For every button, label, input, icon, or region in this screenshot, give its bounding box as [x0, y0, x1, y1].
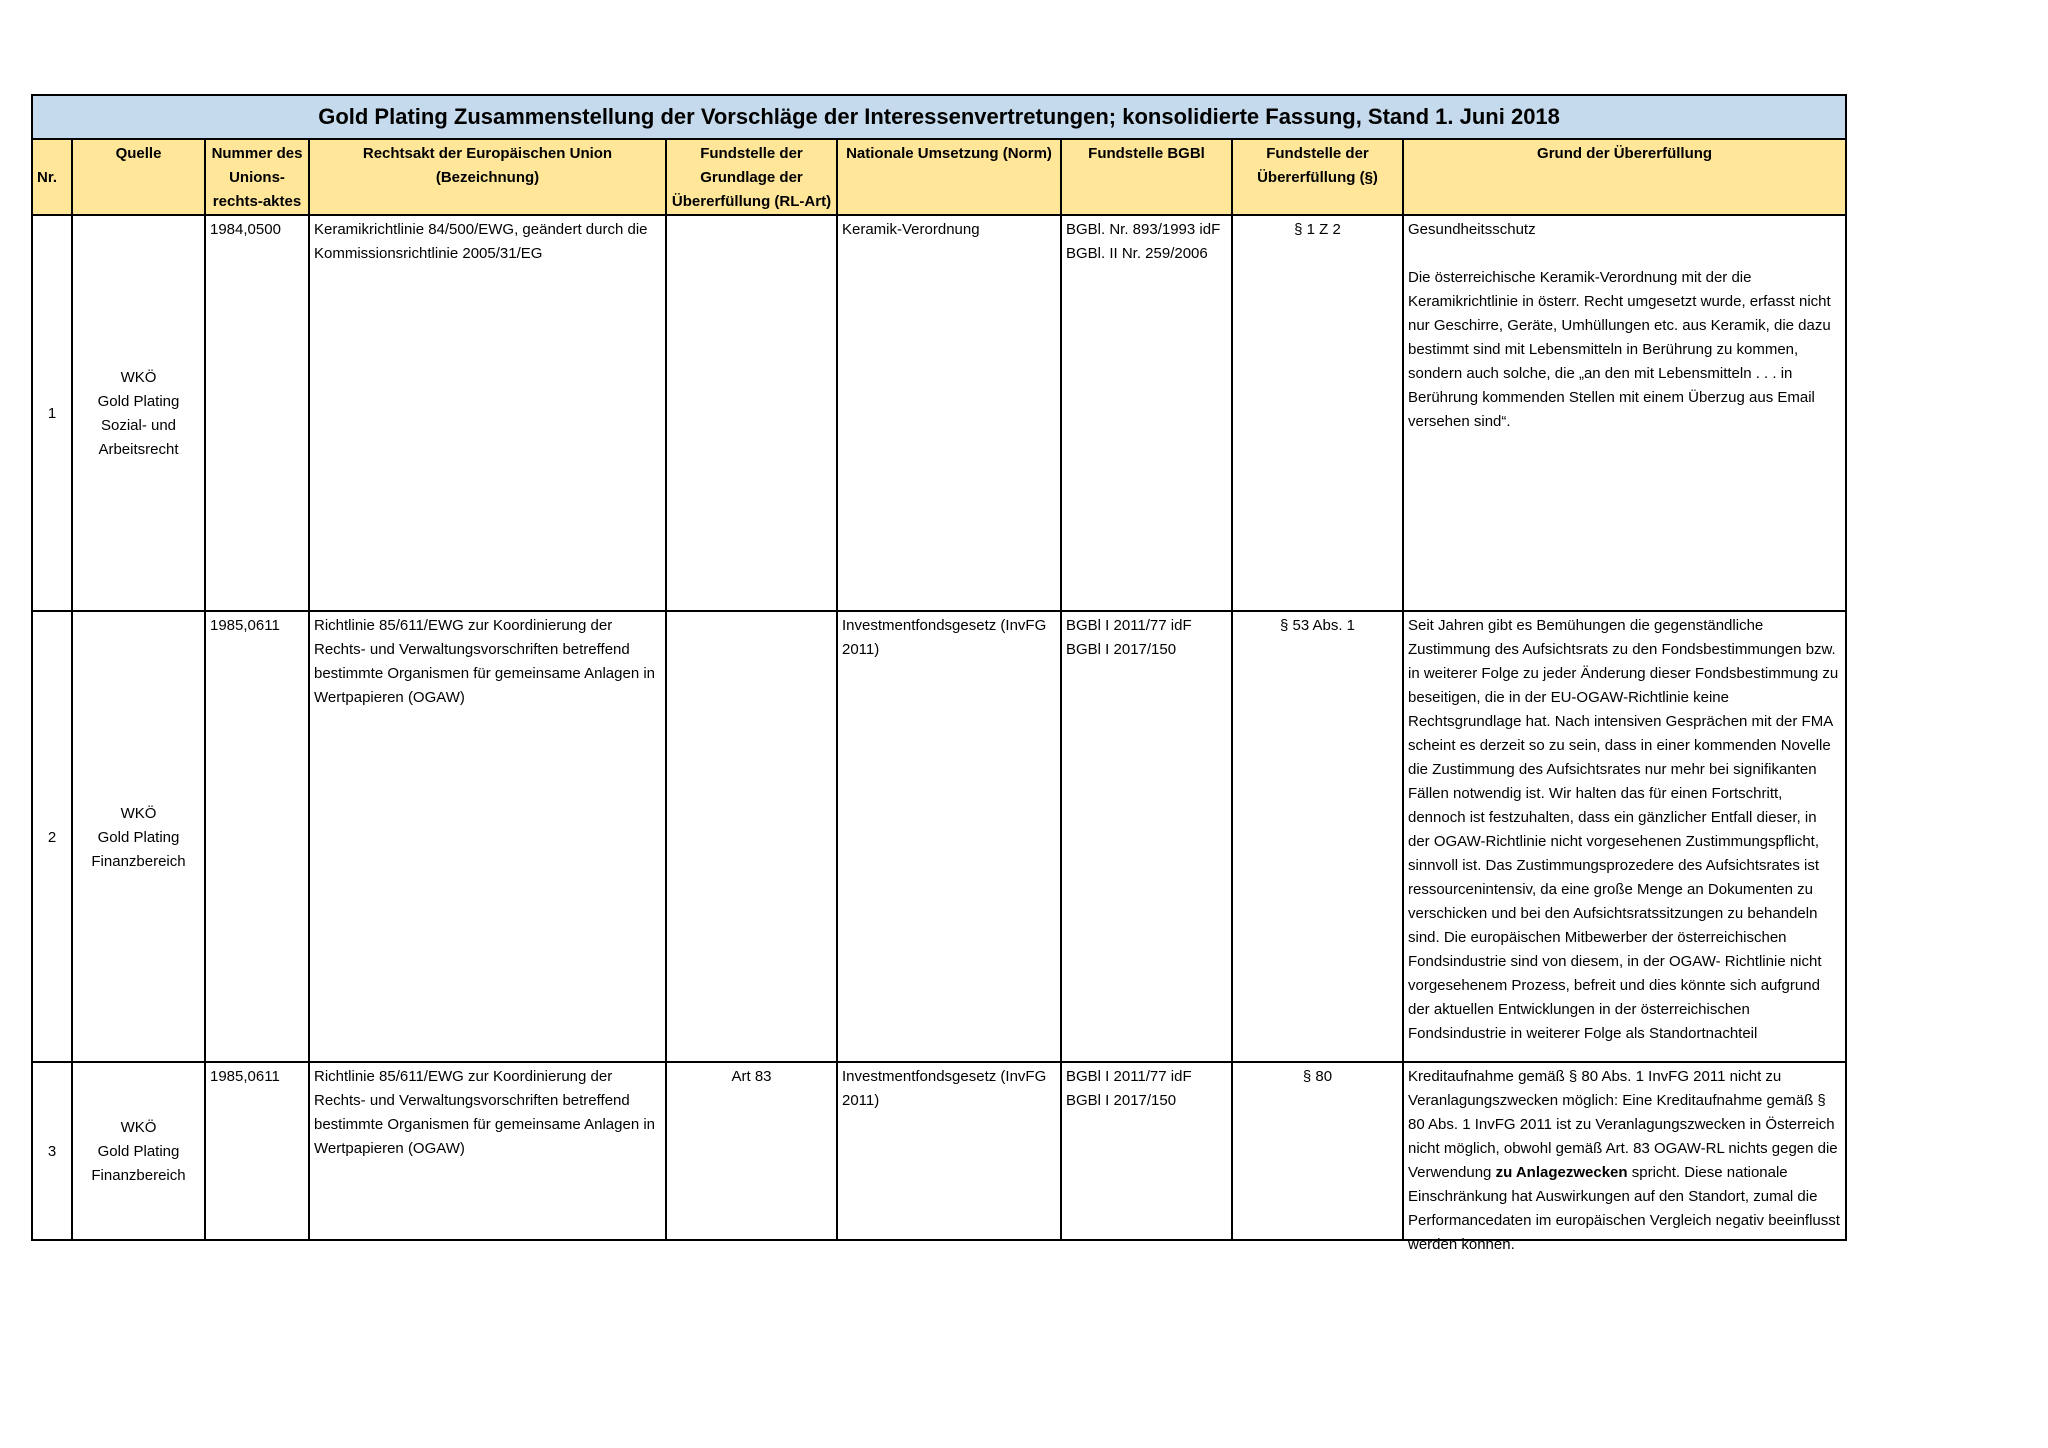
header-nationale-umsetzung: Nationale Umsetzung (Norm): [837, 139, 1061, 215]
cell-grund: [1403, 215, 1846, 611]
cell-quelle: [72, 611, 205, 1062]
cell-quelle: [72, 215, 205, 611]
grund-emphasis: zu Anlagezwecken: [1495, 1164, 1628, 1181]
grund-text: [1408, 1065, 1841, 1253]
cell-fundstelle-grundlage: [666, 215, 837, 611]
cell-nr: 2: [32, 611, 72, 1062]
cell-nr: 1: [32, 215, 72, 611]
quelle-org: WKÖ: [120, 369, 157, 386]
header-quelle: Quelle: [72, 139, 205, 215]
header-fundstelle-bgbl: Fundstelle BGBl: [1061, 139, 1232, 215]
cell-rechtsakt: Keramikrichtlinie 84/500/EWG, geändert durch die Kommissionsrichtlinie 2005/31/EG: [309, 215, 666, 611]
cell-fundstelle-grundlage: Art 83: [666, 1062, 837, 1240]
header-fundstelle-uebererfuellung: Fundstelle der Übererfüllung (§): [1232, 139, 1403, 215]
cell-nr: 3: [32, 1062, 72, 1240]
cell-nationale-umsetzung: Investmentfondsgesetz (InvFG 2011): [837, 1062, 1061, 1240]
quelle-detail: Gold Plating Sozial- und Arbeitsrecht: [97, 393, 180, 458]
cell-rechtsakt: Richtlinie 85/611/EWG zur Koordinierung der Rechts- und Verwaltungsvorschriften betreffend bestimmte Organismen für gemeinsame Anlagen in Wertpapieren (OGAW): [309, 611, 666, 1062]
table-title: Gold Plating Zusammenstellung der Vorschläge der Interessenvertretungen; konsolidierte Fassung, Stand 1. Juni 2018: [32, 95, 1846, 139]
header-grund: Grund der Übererfüllung: [1403, 139, 1846, 215]
cell-fundstelle-uebererfuellung: § 53 Abs. 1: [1232, 611, 1403, 1062]
cell-fundstelle-uebererfuellung: § 1 Z 2: [1232, 215, 1403, 611]
cell-fundstelle-grundlage: [666, 611, 837, 1062]
header-row: [32, 139, 1846, 215]
header-nr: Nr.: [32, 139, 72, 215]
quelle-org: WKÖ: [120, 804, 157, 822]
grund-text: Seit Jahren gibt es Bemühungen die gegenständliche Zustimmung des Aufsichtsrats zu den Fondsbestimmungen bzw. in weiterer Folge zu jeder Änderung dieser Fondsbestimmung zu beseitigen, die in der EU-OGAW-Richtlinie keine Rechtsgrundlage hat. Nach intensiven Gesprächen mit der FMA scheint es derzeit so zu sein, dass in einer kommenden Novelle die Zustimmung des Aufsichtsrates nur mehr bei signifikanten Fällen notwendig ist. Wir halten das für einen Fortschritt, dennoch ist festzuhalten, dass ein gänzlicher Entfall dieser, in der OGAW-Richtlinie nicht vorgesehenen Zustimmungspflicht, sinnvoll ist. Das Zustimmungsprozedere des Aufsichtsrates ist ressourcenintensiv, da eine große Menge an Dokumenten zu verschicken und bei den Aufsichtsratssitzungen zu behandeln sind. Die europäischen Mitbewerber der österreichischen Fondsindustrie sind von diesem, in der OGAW- Richtlinie nicht vorgesehenem Prozess, befreit und dies könnte sich aufgrund der aktuellen Entwicklungen in der österreichischen Fondsindustrie in weiterer Folge als Standortnachteil: [1408, 617, 1839, 1042]
grund-text-part: spricht. Diese nationale Einschränkung hat Auswirkungen auf den Standort, zumal die Performancedaten im europäischen Vergleich negativ beeinflusst werden können.: [1408, 1164, 1840, 1253]
cell-nummer: 1985,0611: [205, 611, 309, 1062]
cell-fundstelle-uebererfuellung: § 80: [1232, 1062, 1403, 1240]
grund-text-part: Kreditaufnahme gemäß § 80 Abs. 1 InvFG 2011 nicht zu Veranlagungszwecken möglich: Eine Kreditaufnahme gemäß § 80 Abs. 1 InvFG 2011 ist zu Veranlagungszwecken in Österreich nicht möglich, obwohl gemäß Art. 83 OGAW-RL nichts gegen die Verwendung: [1408, 1068, 1838, 1181]
cell-nationale-umsetzung: Investmentfondsgesetz (InvFG 2011): [837, 611, 1061, 1062]
cell-nummer: 1985,0611: [205, 1062, 309, 1240]
header-nummer: Nummer des Unions-rechts-aktes: [205, 139, 309, 215]
cell-rechtsakt: Richtlinie 85/611/EWG zur Koordinierung der Rechts- und Verwaltungsvorschriften betreffend bestimmte Organismen für gemeinsame Anlagen in Wertpapieren (OGAW): [309, 1062, 666, 1240]
table-row: [32, 611, 1846, 1062]
table-row: [32, 215, 1846, 611]
cell-nationale-umsetzung: Keramik-Verordnung: [837, 215, 1061, 611]
header-rechtsakt: Rechtsakt der Europäischen Union (Bezeichnung): [309, 139, 666, 215]
quelle-org: WKÖ: [120, 1119, 157, 1136]
cell-grund: [1403, 1062, 1846, 1253]
table-row: [32, 1062, 1846, 1240]
grund-text: Die österreichische Keramik-Verordnung mit der die Keramikrichtlinie in österr. Recht umgesetzt wurde, erfasst nicht nur Geschirre, Geräte, Umhüllungen etc. aus Keramik, die dazu bestimmt sind mit Lebensmitteln in Berührung zu kommen, sondern auch solche, die „an den mit Lebensmitteln . . . in Berührung kommenden Stellen mit einem Überzug aus Email versehen sind“.: [1408, 269, 1831, 430]
title-row: [32, 95, 1846, 139]
cell-quelle: [72, 1062, 205, 1240]
cell-nummer: 1984,0500: [205, 215, 309, 611]
cell-fundstelle-bgbl: BGBl. Nr. 893/1993 idF BGBl. II Nr. 259/2006: [1061, 215, 1232, 611]
spreadsheet: [31, 94, 1845, 1253]
cell-grund: [1403, 611, 1846, 1062]
header-fundstelle-grundlage: Fundstelle der Grundlage der Übererfüllung (RL-Art): [666, 139, 837, 215]
grund-heading: Gesundheitsschutz: [1408, 221, 1536, 238]
cell-fundstelle-bgbl: BGBl I 2011/77 idF BGBl I 2017/150: [1061, 1062, 1232, 1240]
quelle-detail: Gold Plating Finanzbereich: [91, 828, 186, 870]
cell-fundstelle-bgbl: BGBl I 2011/77 idF BGBl I 2017/150: [1061, 611, 1232, 1062]
quelle-detail: Gold Plating Finanzbereich: [91, 1143, 186, 1184]
gold-plating-table: [31, 94, 1847, 1253]
